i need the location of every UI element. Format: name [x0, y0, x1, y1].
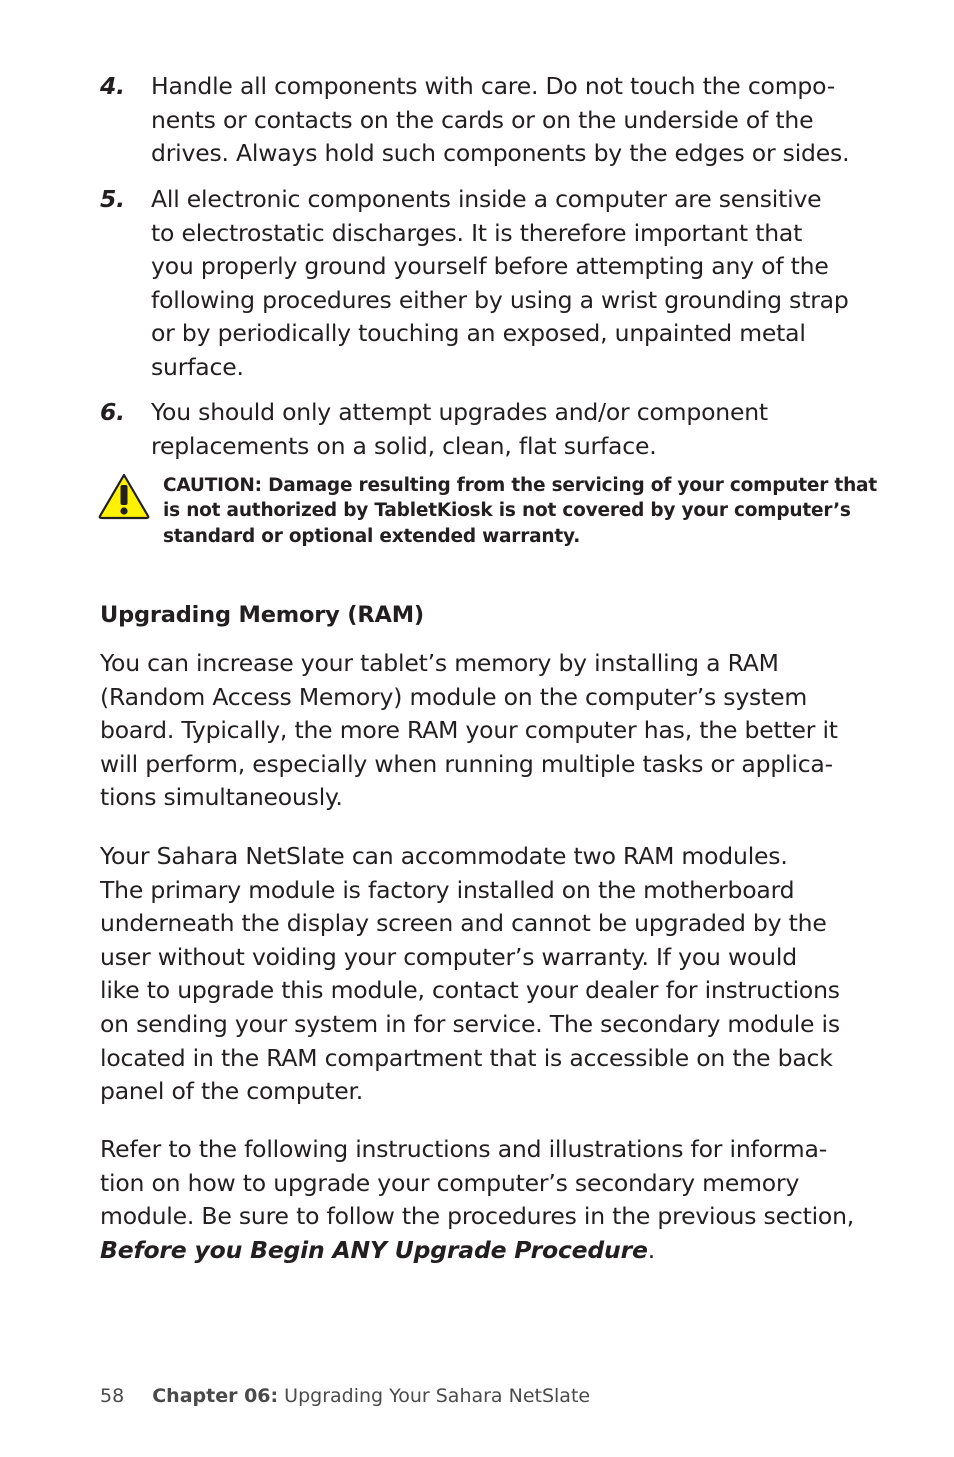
page-footer — [100, 1385, 590, 1407]
text-line: The primary module is factory installed on the motherboard — [100, 875, 795, 904]
paragraph-2 — [100, 840, 860, 1109]
chapter-label: Chapter 06: — [152, 1385, 279, 1407]
chapter-title: Upgrading Your Sahara NetSlate — [284, 1385, 591, 1407]
text-line: underneath the display screen and cannot be upgraded by the — [100, 909, 827, 938]
text-line: will perform, especially when running multiple tasks or applica- — [100, 749, 833, 778]
caution-text — [163, 473, 877, 549]
step-text — [151, 396, 861, 463]
step-text — [151, 183, 861, 385]
text-line: Handle all components with care. Do not touch the compo- — [151, 72, 836, 100]
step-text — [151, 70, 861, 171]
text-line: surface. — [151, 352, 244, 381]
text-line: like to upgrade this module, contact your dealer for instructions — [100, 976, 840, 1005]
step-number: 4. — [100, 72, 125, 100]
page-number: 58 — [100, 1385, 125, 1407]
text-line: nents or contacts on the cards or on the underside of the — [151, 105, 814, 134]
step-number: 6. — [100, 398, 125, 426]
text-line: on sending your system in for service. The secondary module is — [100, 1009, 840, 1038]
text-line: replacements on a solid, clean, flat surface. — [151, 431, 657, 460]
text-line: panel of the computer. — [100, 1077, 364, 1106]
text-line: is not authorized by TabletKiosk is not covered by your computer’s — [163, 500, 851, 522]
emphasis-text: Before you Begin ANY Upgrade Procedure — [100, 1235, 648, 1264]
text-line: module. Be sure to follow the procedures in the previous section, — [100, 1202, 855, 1231]
text-line: you properly ground yourself before attempting any of the — [151, 252, 829, 281]
step-6 — [100, 396, 860, 463]
text-line: board. Typically, the more RAM your computer has, the better it — [100, 716, 838, 745]
text-line: standard or optional extended warranty. — [163, 525, 581, 547]
step-number: 5. — [100, 185, 125, 213]
text-line: or by periodically touching an exposed, unpainted metal — [151, 319, 806, 348]
text-line: following procedures either by using a wrist grounding strap — [151, 285, 849, 314]
text-line: CAUTION: Damage resulting from the servicing of your computer that — [163, 475, 877, 496]
text-line: You should only attempt upgrades and/or component — [151, 398, 768, 426]
paragraph-3 — [100, 1133, 860, 1267]
text-line: to electrostatic discharges. It is therefore important that — [151, 218, 803, 247]
text-line: tion on how to upgrade your computer’s secondary memory — [100, 1168, 800, 1197]
warning-triangle-icon — [97, 472, 151, 520]
text-line: Your Sahara NetSlate can accommodate two RAM modules. — [100, 842, 788, 870]
text-line-emphasis — [100, 1234, 860, 1268]
step-4 — [100, 70, 860, 171]
section-heading: Upgrading Memory (RAM) — [100, 602, 424, 628]
text-line: You can increase your tablet’s memory by installing a RAM — [100, 649, 779, 677]
text-line: Refer to the following instructions and illustrations for informa- — [100, 1135, 827, 1163]
text-line: (Random Access Memory) module on the computer’s system — [100, 682, 808, 711]
text-line: user without voiding your computer’s warranty. If you would — [100, 942, 797, 971]
text-line: drives. Always hold such components by the edges or sides. — [151, 139, 850, 168]
text-line: All electronic components inside a computer are sensitive — [151, 185, 822, 213]
text-line: located in the RAM compartment that is accessible on the back — [100, 1043, 833, 1072]
text-line: tions simultaneously. — [100, 783, 343, 812]
trailing-punctuation: . — [647, 1235, 655, 1264]
paragraph-1 — [100, 647, 860, 815]
step-5 — [100, 183, 860, 385]
